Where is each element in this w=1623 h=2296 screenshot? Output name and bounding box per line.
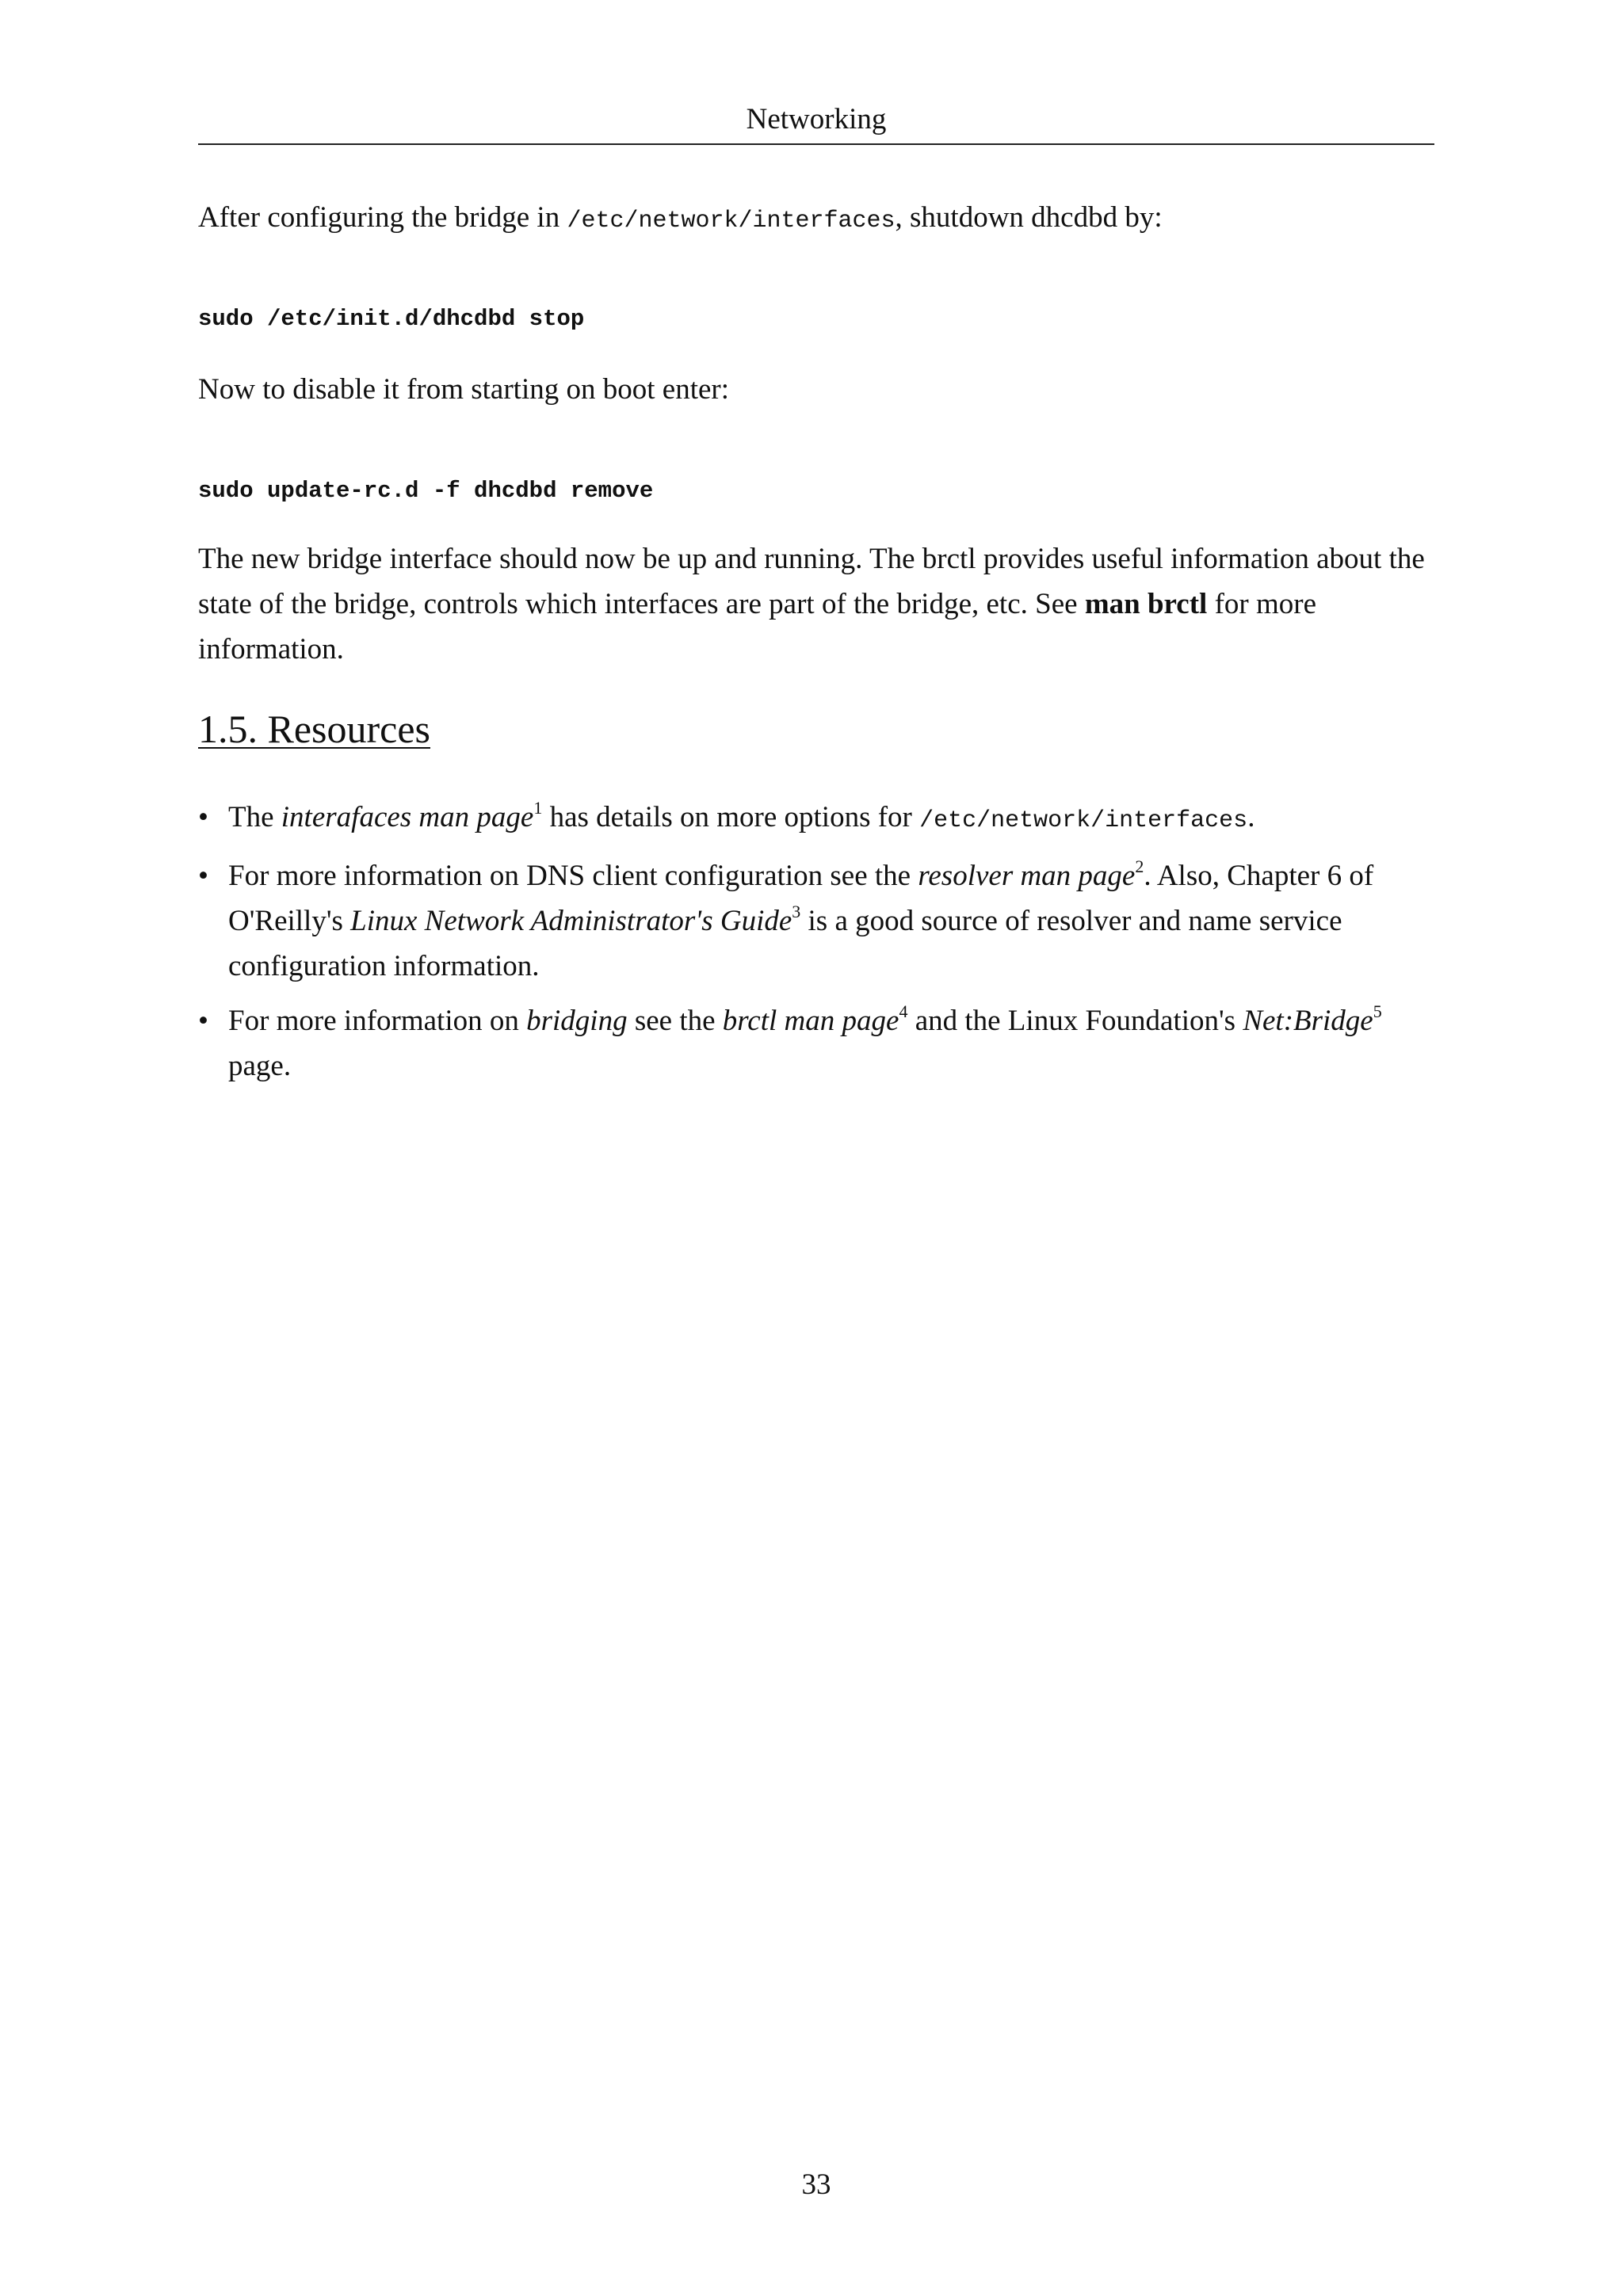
interfaces-path: /etc/network/interfaces [567, 208, 896, 235]
resource-text: has details on more options for [542, 801, 920, 833]
bullet-icon: • [198, 860, 208, 892]
disable-text: Now to disable it from starting on boot enter: [198, 373, 729, 406]
resolver-man-page-link[interactable]: resolver man page [918, 860, 1136, 892]
running-header: Networking [746, 103, 887, 135]
resource-text: The [228, 801, 281, 833]
command-update-rc: sudo update-rc.d -f dhcdbd remove [198, 478, 654, 504]
code-block-remove [198, 474, 1434, 509]
footnote-ref-5: 5 [1373, 1001, 1382, 1021]
bridge-paragraph [198, 536, 1434, 672]
resource-text: and the Linux Foundation's [907, 1005, 1243, 1037]
code-block-stop [198, 302, 1434, 337]
intro-paragraph [198, 195, 1434, 244]
resource-text: see the [627, 1005, 723, 1037]
resources-list [198, 795, 1434, 1089]
bridge-text [198, 536, 1434, 672]
resource-text: For more information on DNS client configuration see the [228, 860, 918, 892]
network-admin-guide-link[interactable]: Linux Network Administrator's Guide [350, 905, 792, 937]
header-divider [198, 143, 1434, 145]
resource-text: page. [228, 1050, 292, 1082]
bridging-term: bridging [526, 1005, 628, 1037]
resource-item-resolver [198, 853, 1434, 989]
resources-list-container [198, 795, 1434, 1098]
intro-text-end: , shutdown dhcdbd by: [895, 201, 1163, 234]
resource-text: is a good source of resolver and name service configuration information. [228, 905, 1342, 982]
footnote-ref-3: 3 [792, 902, 801, 921]
interfaces-man-page-link[interactable]: interafaces man page [281, 801, 534, 833]
section-title: 1.5. Resources [198, 707, 430, 751]
resource-item-bridging [198, 998, 1434, 1089]
footnote-ref-4: 4 [899, 1001, 908, 1021]
intro-text [198, 195, 1434, 244]
resource-text: . Also, Chapter 6 of O'Reilly's [228, 860, 1374, 937]
interfaces-path: /etc/network/interfaces [919, 807, 1248, 834]
footnote-ref-2: 2 [1135, 856, 1144, 876]
command-stop-dhcdbd: sudo /etc/init.d/dhcdbd stop [198, 306, 585, 332]
net-bridge-link[interactable]: Net:Bridge [1243, 1005, 1373, 1037]
man-brctl-bold: man brctl [1084, 588, 1208, 620]
resource-text: For more information on [228, 1005, 527, 1037]
footnote-ref-1: 1 [533, 798, 543, 818]
resources-section [198, 701, 1434, 757]
brctl-man-page-link[interactable]: brctl man page [722, 1005, 899, 1037]
disable-paragraph [198, 367, 1434, 412]
bullet-icon: • [198, 1005, 208, 1037]
bullet-icon: • [198, 801, 208, 833]
bridge-text-end: for more information. [198, 588, 1316, 666]
resource-item-interfaces [198, 795, 1434, 844]
resource-text: . [1247, 801, 1255, 833]
page-number: 33 [801, 2168, 831, 2201]
intro-text-start: After configuring the bridge in [198, 201, 567, 234]
bridge-text-start: The new bridge interface should now be up and running. The brctl provides useful information about the state of the bridge, controls which interfaces are part of the bridge, etc. See [198, 543, 1425, 620]
